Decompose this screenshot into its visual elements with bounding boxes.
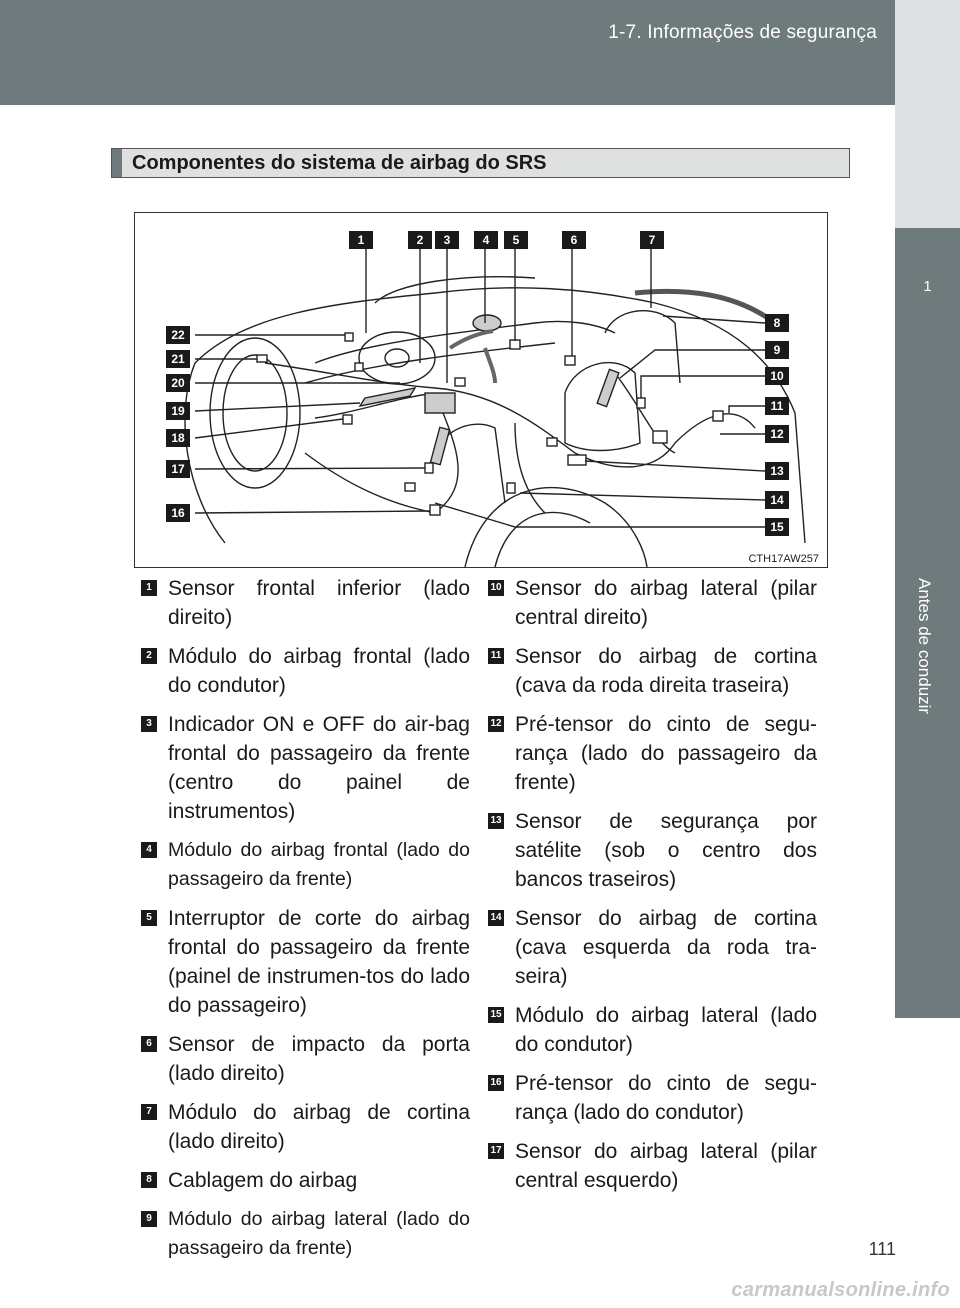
list-item: [140, 1098, 470, 1156]
list-item: [487, 904, 817, 991]
list-item: [487, 574, 817, 632]
section-title: Componentes do sistema de airbag do SRS: [132, 152, 547, 174]
list-item: [487, 642, 817, 700]
callout-right-12: 12: [765, 425, 789, 443]
item-number-badge: 8: [141, 1172, 157, 1188]
item-number-badge: 2: [141, 648, 157, 664]
car-illustration: [135, 213, 827, 567]
callout-left-19: 19: [166, 402, 190, 420]
item-text: Módulo do airbag lateral (lado do passageiro da frente): [168, 1208, 470, 1259]
callout-right-13: 13: [765, 462, 789, 480]
callout-right-10: 10: [765, 367, 789, 385]
callout-top-7: 7: [640, 231, 664, 249]
callout-top-6: 6: [562, 231, 586, 249]
side-tab-number: 1: [923, 278, 932, 295]
item-number-badge: 5: [141, 910, 157, 926]
item-number-badge: 9: [141, 1211, 157, 1227]
section-heading: [111, 148, 850, 178]
item-text: Pré-tensor do cinto de segu-rança (lado do passageiro da frente): [515, 713, 817, 794]
item-text: Sensor do airbag lateral (pilar central esquerdo): [515, 1140, 817, 1192]
list-item: [487, 1137, 817, 1195]
item-text: Interruptor de corte do airbag frontal do passageiro da frente (painel de instrumen-tos do lado do passageiro): [168, 907, 470, 1017]
item-text: Módulo do airbag de cortina (lado direito): [168, 1101, 470, 1153]
section-stripe: [112, 149, 122, 177]
item-number-badge: 6: [141, 1036, 157, 1052]
callout-left-20: 20: [166, 374, 190, 392]
callout-right-9: 9: [765, 341, 789, 359]
item-number-badge: 4: [141, 842, 157, 858]
watermark: carmanualsonline.info: [731, 1279, 950, 1301]
item-text: Sensor do airbag lateral (pilar central direito): [515, 577, 817, 629]
header-bar: [0, 0, 895, 105]
diagram-code: CTH17AW257: [748, 553, 819, 565]
item-list-left: [140, 574, 470, 1273]
list-item: [140, 904, 470, 1020]
item-number-badge: 14: [488, 910, 504, 926]
item-number-badge: 12: [488, 716, 504, 732]
callout-top-2: 2: [408, 231, 432, 249]
callout-left-21: 21: [166, 350, 190, 368]
callout-left-18: 18: [166, 429, 190, 447]
item-number-badge: 15: [488, 1007, 504, 1023]
callout-left-16: 16: [166, 504, 190, 522]
callout-top-5: 5: [504, 231, 528, 249]
item-number-badge: 13: [488, 813, 504, 829]
item-text: Sensor de segurança por satélite (sob o centro dos bancos traseiros): [515, 810, 817, 891]
callout-right-8: 8: [765, 314, 789, 332]
list-item: [487, 710, 817, 797]
list-item: [140, 1030, 470, 1088]
list-item: [140, 836, 470, 894]
item-list-right: [487, 574, 817, 1205]
item-number-badge: 17: [488, 1143, 504, 1159]
item-number-badge: 3: [141, 716, 157, 732]
side-tab-label: Antes de conduzir: [915, 578, 934, 715]
list-item: [487, 1069, 817, 1127]
side-tab: [895, 228, 960, 1018]
list-item: [140, 710, 470, 826]
item-text: Sensor do airbag de cortina (cava esquerda da roda tra-seira): [515, 907, 817, 988]
item-number-badge: 10: [488, 580, 504, 596]
callout-right-15: 15: [765, 518, 789, 536]
callout-left-22: 22: [166, 326, 190, 344]
page-number: 111: [868, 1239, 896, 1259]
chapter-title: 1-7. Informações de segurança: [608, 22, 877, 43]
list-item: [487, 807, 817, 894]
list-item: [487, 1001, 817, 1059]
callout-top-1: 1: [349, 231, 373, 249]
list-item: [140, 642, 470, 700]
list-item: [140, 1166, 470, 1195]
item-number-badge: 11: [488, 648, 504, 664]
airbag-diagram: [134, 212, 828, 568]
list-item: [140, 1205, 470, 1263]
item-number-badge: 16: [488, 1075, 504, 1091]
item-text: Pré-tensor do cinto de segu-rança (lado do condutor): [515, 1072, 817, 1124]
item-number-badge: 7: [141, 1104, 157, 1120]
item-text: Módulo do airbag lateral (lado do condutor): [515, 1004, 817, 1056]
item-number-badge: 1: [141, 580, 157, 596]
callout-right-11: 11: [765, 397, 789, 415]
item-text: Módulo do airbag frontal (lado do passageiro da frente): [168, 839, 470, 890]
item-text: Módulo do airbag frontal (lado do condutor): [168, 645, 470, 697]
callout-top-3: 3: [435, 231, 459, 249]
callout-top-4: 4: [474, 231, 498, 249]
item-text: Sensor do airbag de cortina (cava da roda direita traseira): [515, 645, 817, 697]
callout-left-17: 17: [166, 460, 190, 478]
item-text: Indicador ON e OFF do air-bag frontal do passageiro da frente (centro do painel de instrumentos): [168, 713, 470, 823]
item-text: Sensor frontal inferior (lado direito): [168, 577, 470, 629]
callout-right-14: 14: [765, 491, 789, 509]
side-tab-top: [895, 0, 960, 228]
item-text: Cablagem do airbag: [168, 1169, 358, 1192]
item-text: Sensor de impacto da porta (lado direito): [168, 1033, 470, 1085]
list-item: [140, 574, 470, 632]
